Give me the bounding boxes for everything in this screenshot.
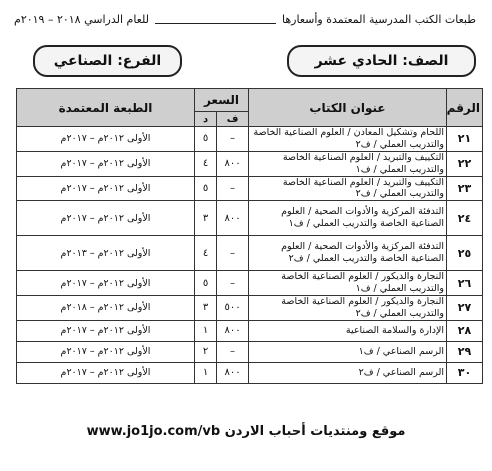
table-row — [17, 176, 483, 201]
edition: الأولى ٢٠١٢م – ٢٠١٧م — [17, 127, 195, 152]
price-fils: ٨٠٠ — [217, 201, 249, 236]
header-title: طبعات الكتب المدرسية المعتمدة وأسعارها — [282, 12, 476, 26]
col-header-price: السعر — [195, 89, 249, 112]
edition: الأولى ٢٠١٢م – ٢٠١٧م — [17, 151, 195, 176]
row-number: ٢٥ — [447, 236, 483, 271]
table-row — [17, 151, 483, 176]
book-title: الرسم الصناعي / ف١ — [249, 341, 447, 362]
price-dinar: ٥ — [195, 127, 217, 152]
book-title: التدفئة المركزية والأدوات الصحية / العلوم الصناعية الخاصة والتدريب العملي / ف١ — [249, 201, 447, 236]
table-row — [17, 341, 483, 362]
price-dinar: ٢ — [195, 341, 217, 362]
price-fils: ٨٠٠ — [217, 320, 249, 341]
grade-label: الصف: الحادي عشر — [287, 45, 476, 77]
price-dinar: ٣ — [195, 296, 217, 321]
book-title: اللحام وتشكيل المعادن / العلوم الصناعية الخاصة والتدريب العملي / ف٢ — [249, 127, 447, 152]
row-number: ٢٦ — [447, 271, 483, 296]
price-fils: ٨٠٠ — [217, 362, 249, 383]
book-title: النجارة والديكور / العلوم الصناعية الخاصة والتدريب العملي / ف١ — [249, 271, 447, 296]
price-fils: – — [217, 176, 249, 201]
col-header-dinar: د — [195, 112, 217, 127]
row-number: ٢١ — [447, 127, 483, 152]
book-title: التكييف والتبريد / العلوم الصناعية الخاصة والتدريب العملي / ف١ — [249, 151, 447, 176]
header-divider — [155, 14, 276, 24]
table-row — [17, 271, 483, 296]
price-dinar: ١ — [195, 320, 217, 341]
price-fils: – — [217, 127, 249, 152]
row-number: ٢٩ — [447, 341, 483, 362]
price-dinar: ٣ — [195, 201, 217, 236]
edition: الأولى ٢٠١٢م – ٢٠١٨م — [17, 296, 195, 321]
edition: الأولى ٢٠١٢م – ٢٠١٧م — [17, 320, 195, 341]
col-header-edition: الطبعة المعتمدة — [17, 89, 195, 127]
book-title: الإدارة والسلامة الصناعية — [249, 320, 447, 341]
book-title: التكييف والتبريد / العلوم الصناعية الخاصة والتدريب العملي / ف٢ — [249, 176, 447, 201]
price-dinar: ١ — [195, 362, 217, 383]
books-table — [16, 88, 483, 384]
edition: الأولى ٢٠١٢م – ٢٠١٧م — [17, 362, 195, 383]
footer-watermark: www.jo1jo.com/vb موقع ومنتديات أحباب الاردن — [86, 424, 406, 439]
row-number: ٢٧ — [447, 296, 483, 321]
row-number: ٢٨ — [447, 320, 483, 341]
page-header — [14, 8, 476, 30]
col-header-title: عنوان الكتاب — [249, 89, 447, 127]
price-fils: – — [217, 236, 249, 271]
price-fils: ٥٠٠ — [217, 296, 249, 321]
book-title: النجارة والديكور / العلوم الصناعية الخاصة والتدريب العملي / ف٢ — [249, 296, 447, 321]
price-fils: ٨٠٠ — [217, 151, 249, 176]
table-row — [17, 201, 483, 236]
table-row — [17, 320, 483, 341]
price-dinar: ٥ — [195, 271, 217, 296]
table-row — [17, 127, 483, 152]
table-row — [17, 236, 483, 271]
price-fils: – — [217, 271, 249, 296]
edition: الأولى ٢٠١٢م – ٢٠١٣م — [17, 236, 195, 271]
branch-label: الفرع: الصناعي — [33, 45, 182, 77]
edition: الأولى ٢٠١٢م – ٢٠١٧م — [17, 201, 195, 236]
edition: الأولى ٢٠١٢م – ٢٠١٧م — [17, 341, 195, 362]
book-title: الرسم الصناعي / ف٢ — [249, 362, 447, 383]
row-number: ٣٠ — [447, 362, 483, 383]
col-header-fils: ف — [217, 112, 249, 127]
table-row — [17, 296, 483, 321]
table-row — [17, 362, 483, 383]
price-dinar: ٤ — [195, 236, 217, 271]
row-number: ٢٢ — [447, 151, 483, 176]
price-dinar: ٤ — [195, 151, 217, 176]
row-number: ٢٤ — [447, 201, 483, 236]
row-number: ٢٣ — [447, 176, 483, 201]
edition: الأولى ٢٠١٢م – ٢٠١٧م — [17, 271, 195, 296]
price-dinar: ٥ — [195, 176, 217, 201]
col-header-number: الرقم — [447, 89, 483, 127]
header-year: للعام الدراسي ٢٠١٨ – ٢٠١٩م — [14, 12, 149, 26]
edition: الأولى ٢٠١٢م – ٢٠١٧م — [17, 176, 195, 201]
price-fils: – — [217, 341, 249, 362]
book-title: التدفئة المركزية والأدوات الصحية / العلوم الصناعية الخاصة والتدريب العملي / ف٢ — [249, 236, 447, 271]
